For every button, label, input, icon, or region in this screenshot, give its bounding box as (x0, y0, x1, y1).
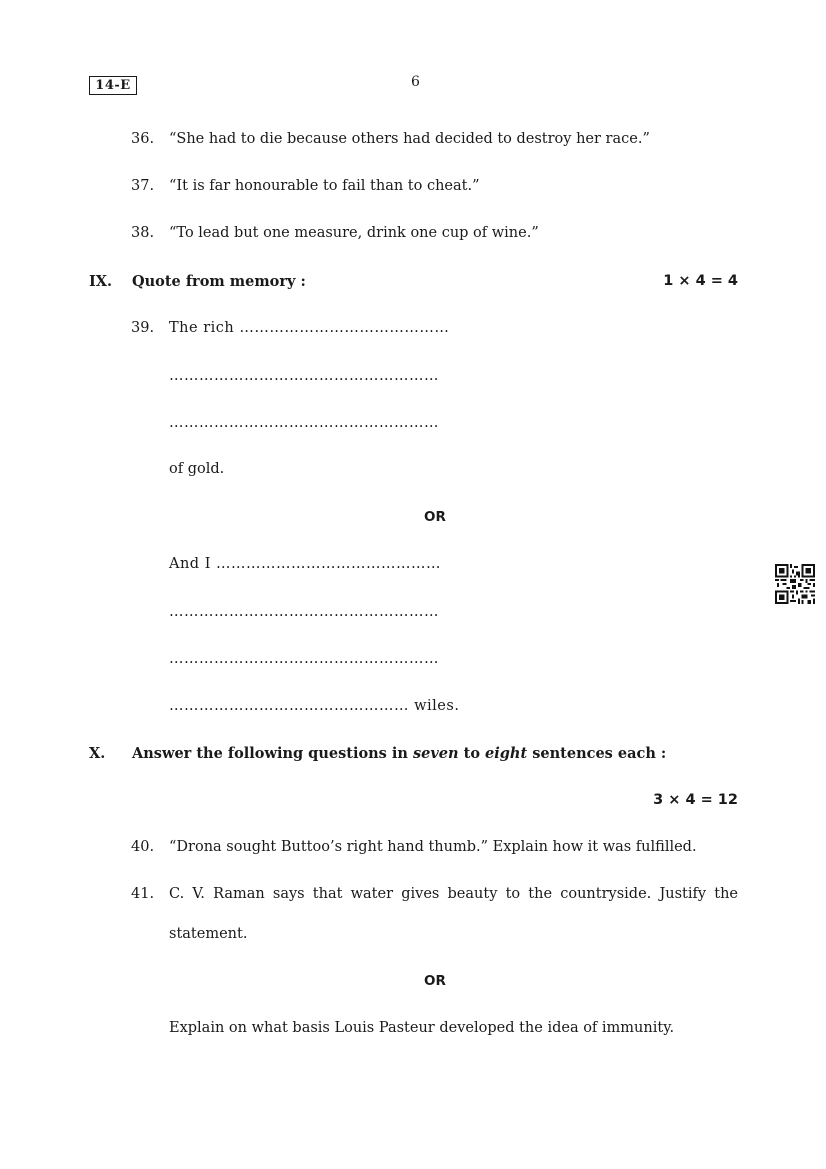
question-text: “To lead but one measure, drink one cup of wine.” (169, 225, 539, 241)
quote-line: The rich …………………………………… (169, 320, 450, 336)
section-title: Quote from memory : (132, 273, 306, 290)
question-number: 36. (131, 131, 155, 147)
quote-line: ……………………………………………… (169, 368, 439, 384)
section-number: IX. (89, 273, 113, 290)
quote-line: ………………………………………… wiles. (169, 698, 460, 714)
question-text: “She had to die because others had decided to destroy her race.” (169, 131, 650, 147)
question-text: statement. (169, 926, 248, 942)
question-number: 40. (131, 839, 155, 855)
question-text: “Drona sought Buttoo’s right hand thumb.” Explain how it was fulfilled. (169, 839, 697, 855)
quote-line: ……………………………………………… (169, 604, 439, 620)
quote-line: ……………………………………………… (169, 651, 439, 667)
question-number: 38. (131, 225, 155, 241)
question-number: 41. (131, 886, 155, 902)
question-text: C. V. Raman says that water gives beauty to the countryside. Justify the (169, 886, 738, 902)
page-number: 6 (411, 74, 420, 90)
qr-code-icon (775, 564, 815, 604)
section-marks: 3 × 4 = 12 (653, 792, 738, 808)
question-text: “It is far honourable to fail than to cheat.” (169, 178, 480, 194)
paper-code: 14-E (89, 76, 137, 95)
question-number: 39. (131, 320, 155, 336)
question-text: Explain on what basis Louis Pasteur developed the idea of immunity. (169, 1020, 675, 1036)
or-divider: OR (424, 509, 446, 525)
section-number: X. (89, 745, 106, 762)
quote-line: And I ……………………………………… (169, 556, 442, 572)
section-marks: 1 × 4 = 4 (663, 273, 738, 289)
quote-line: of gold. (169, 461, 225, 477)
quote-line: ……………………………………………… (169, 415, 439, 431)
question-number: 37. (131, 178, 155, 194)
section-title: Answer the following questions in seven to eight sentences each : (132, 745, 667, 762)
or-divider: OR (424, 973, 446, 989)
